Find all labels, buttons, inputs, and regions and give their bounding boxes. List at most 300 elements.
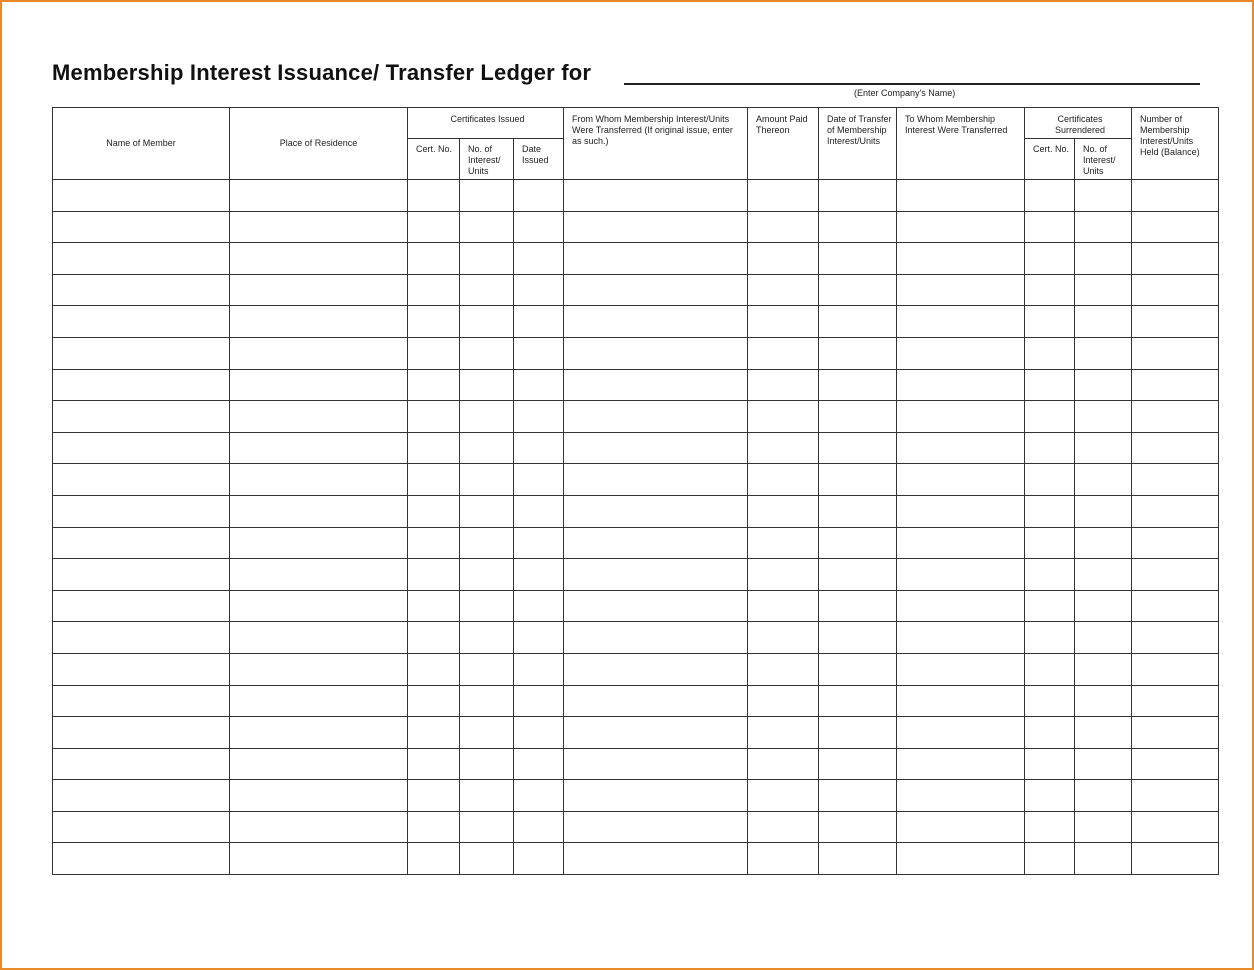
name-of-member-cell[interactable] [53,243,230,275]
balance-cell[interactable] [1132,527,1219,559]
name-of-member-cell[interactable] [53,717,230,749]
amount-paid-cell[interactable] [748,274,819,306]
name-of-member-cell[interactable] [53,559,230,591]
issued-no-of-interest-cell[interactable] [460,369,514,401]
issued-date-cell[interactable] [514,717,564,749]
amount-paid-cell[interactable] [748,717,819,749]
place-of-residence-cell[interactable] [230,590,408,622]
issued-cert-no-cell[interactable] [408,748,460,780]
balance-cell[interactable] [1132,243,1219,275]
issued-date-cell[interactable] [514,432,564,464]
amount-paid-cell[interactable] [748,495,819,527]
table-row [53,495,1219,527]
issued-no-of-interest-cell[interactable] [460,180,514,212]
issued-cert-no-cell[interactable] [408,243,460,275]
from-whom-cell[interactable] [564,306,748,338]
to-whom-cell[interactable] [897,622,1025,654]
balance-cell[interactable] [1132,180,1219,212]
balance-cell[interactable] [1132,274,1219,306]
place-of-residence-cell[interactable] [230,401,408,433]
surrendered-no-of-interest-cell[interactable] [1075,748,1132,780]
issued-cert-no-cell[interactable] [408,464,460,496]
surrendered-no-of-interest-cell[interactable] [1075,653,1132,685]
balance-cell[interactable] [1132,685,1219,717]
amount-paid-cell[interactable] [748,369,819,401]
balance-cell[interactable] [1132,622,1219,654]
from-whom-cell[interactable] [564,211,748,243]
balance-cell[interactable] [1132,780,1219,812]
date-of-transfer-cell[interactable] [819,369,897,401]
name-of-member-cell[interactable] [53,780,230,812]
table-row [53,337,1219,369]
amount-paid-cell[interactable] [748,843,819,875]
amount-paid-cell[interactable] [748,590,819,622]
from-whom-cell[interactable] [564,590,748,622]
to-whom-cell[interactable] [897,843,1025,875]
issued-no-of-interest-cell[interactable] [460,653,514,685]
to-whom-cell[interactable] [897,748,1025,780]
surrendered-cert-no-cell[interactable] [1025,211,1075,243]
date-of-transfer-cell[interactable] [819,622,897,654]
issued-no-of-interest-cell[interactable] [460,748,514,780]
place-of-residence-cell[interactable] [230,180,408,212]
from-whom-cell[interactable] [564,653,748,685]
surrendered-cert-no-cell[interactable] [1025,780,1075,812]
balance-cell[interactable] [1132,811,1219,843]
date-of-transfer-cell[interactable] [819,306,897,338]
date-of-transfer-cell[interactable] [819,401,897,433]
surrendered-cert-no-cell[interactable] [1025,274,1075,306]
place-of-residence-cell[interactable] [230,653,408,685]
date-of-transfer-cell[interactable] [819,780,897,812]
issued-no-of-interest-cell[interactable] [460,780,514,812]
surrendered-cert-no-cell[interactable] [1025,559,1075,591]
place-of-residence-cell[interactable] [230,369,408,401]
name-of-member-cell[interactable] [53,211,230,243]
from-whom-cell[interactable] [564,811,748,843]
date-of-transfer-cell[interactable] [819,843,897,875]
place-of-residence-cell[interactable] [230,495,408,527]
date-of-transfer-cell[interactable] [819,748,897,780]
surrendered-cert-no-cell[interactable] [1025,464,1075,496]
balance-cell[interactable] [1132,464,1219,496]
surrendered-cert-no-cell[interactable] [1025,685,1075,717]
place-of-residence-cell[interactable] [230,243,408,275]
issued-cert-no-cell[interactable] [408,211,460,243]
balance-cell[interactable] [1132,369,1219,401]
balance-cell[interactable] [1132,432,1219,464]
to-whom-cell[interactable] [897,495,1025,527]
to-whom-cell[interactable] [897,369,1025,401]
balance-cell[interactable] [1132,653,1219,685]
date-of-transfer-cell[interactable] [819,180,897,212]
surrendered-no-of-interest-cell[interactable] [1075,590,1132,622]
from-whom-cell[interactable] [564,274,748,306]
date-of-transfer-cell[interactable] [819,559,897,591]
place-of-residence-cell[interactable] [230,685,408,717]
issued-date-cell[interactable] [514,622,564,654]
to-whom-cell[interactable] [897,811,1025,843]
table-row [53,811,1219,843]
table-row [53,748,1219,780]
place-of-residence-cell[interactable] [230,843,408,875]
table-row [53,306,1219,338]
amount-paid-cell[interactable] [748,243,819,275]
date-of-transfer-cell[interactable] [819,527,897,559]
amount-paid-cell[interactable] [748,622,819,654]
name-of-member-cell[interactable] [53,432,230,464]
surrendered-no-of-interest-cell[interactable] [1075,180,1132,212]
table-row [53,590,1219,622]
issued-no-of-interest-cell[interactable] [460,211,514,243]
balance-cell[interactable] [1132,337,1219,369]
date-of-transfer-cell[interactable] [819,211,897,243]
to-whom-cell[interactable] [897,401,1025,433]
table-row [53,432,1219,464]
issued-date-cell[interactable] [514,843,564,875]
table-row [53,717,1219,749]
amount-paid-cell[interactable] [748,337,819,369]
issued-date-cell[interactable] [514,211,564,243]
surrendered-no-of-interest-cell[interactable] [1075,685,1132,717]
issued-date-cell[interactable] [514,464,564,496]
name-of-member-cell[interactable] [53,527,230,559]
from-whom-cell[interactable] [564,432,748,464]
amount-paid-cell[interactable] [748,685,819,717]
to-whom-cell[interactable] [897,780,1025,812]
balance-cell[interactable] [1132,495,1219,527]
col-issued-date: Date Issued [514,139,564,180]
from-whom-cell[interactable] [564,622,748,654]
surrendered-no-of-interest-cell[interactable] [1075,464,1132,496]
issued-date-cell[interactable] [514,401,564,433]
to-whom-cell[interactable] [897,432,1025,464]
issued-no-of-interest-cell[interactable] [460,337,514,369]
from-whom-cell[interactable] [564,780,748,812]
balance-cell[interactable] [1132,559,1219,591]
issued-date-cell[interactable] [514,243,564,275]
name-of-member-cell[interactable] [53,180,230,212]
surrendered-cert-no-cell[interactable] [1025,495,1075,527]
name-of-member-cell[interactable] [53,685,230,717]
surrendered-cert-no-cell[interactable] [1025,748,1075,780]
from-whom-cell[interactable] [564,748,748,780]
issued-date-cell[interactable] [514,748,564,780]
name-of-member-cell[interactable] [53,590,230,622]
to-whom-cell[interactable] [897,306,1025,338]
to-whom-cell[interactable] [897,274,1025,306]
surrendered-cert-no-cell[interactable] [1025,622,1075,654]
date-of-transfer-cell[interactable] [819,243,897,275]
surrendered-cert-no-cell[interactable] [1025,243,1075,275]
issued-cert-no-cell[interactable] [408,622,460,654]
amount-paid-cell[interactable] [748,653,819,685]
to-whom-cell[interactable] [897,717,1025,749]
surrendered-cert-no-cell[interactable] [1025,527,1075,559]
ledger-header [53,108,1219,180]
issued-no-of-interest-cell[interactable] [460,495,514,527]
place-of-residence-cell[interactable] [230,274,408,306]
issued-cert-no-cell[interactable] [408,527,460,559]
name-of-member-cell[interactable] [53,274,230,306]
date-of-transfer-cell[interactable] [819,495,897,527]
issued-cert-no-cell[interactable] [408,685,460,717]
surrendered-cert-no-cell[interactable] [1025,401,1075,433]
issued-date-cell[interactable] [514,369,564,401]
name-of-member-cell[interactable] [53,748,230,780]
amount-paid-cell[interactable] [748,306,819,338]
col-to-whom: To Whom Membership Interest Were Transferred [897,108,1025,180]
surrendered-no-of-interest-cell[interactable] [1075,811,1132,843]
company-name-blank[interactable] [624,83,1200,85]
page-title: Membership Interest Issuance/ Transfer Ledger for [52,60,592,85]
surrendered-no-of-interest-cell[interactable] [1075,401,1132,433]
col-surrendered-cert-no: Cert. No. [1025,139,1075,180]
place-of-residence-cell[interactable] [230,622,408,654]
surrendered-no-of-interest-cell[interactable] [1075,337,1132,369]
surrendered-cert-no-cell[interactable] [1025,843,1075,875]
to-whom-cell[interactable] [897,180,1025,212]
table-row [53,653,1219,685]
amount-paid-cell[interactable] [748,748,819,780]
amount-paid-cell[interactable] [748,180,819,212]
place-of-residence-cell[interactable] [230,780,408,812]
date-of-transfer-cell[interactable] [819,685,897,717]
surrendered-cert-no-cell[interactable] [1025,653,1075,685]
issued-cert-no-cell[interactable] [408,432,460,464]
surrendered-no-of-interest-cell[interactable] [1075,306,1132,338]
from-whom-cell[interactable] [564,527,748,559]
amount-paid-cell[interactable] [748,559,819,591]
balance-cell[interactable] [1132,717,1219,749]
to-whom-cell[interactable] [897,653,1025,685]
issued-cert-no-cell[interactable] [408,717,460,749]
from-whom-cell[interactable] [564,337,748,369]
from-whom-cell[interactable] [564,717,748,749]
table-row [53,401,1219,433]
balance-cell[interactable] [1132,843,1219,875]
from-whom-cell[interactable] [564,685,748,717]
from-whom-cell[interactable] [564,401,748,433]
issued-no-of-interest-cell[interactable] [460,274,514,306]
to-whom-cell[interactable] [897,243,1025,275]
table-row [53,464,1219,496]
balance-cell[interactable] [1132,401,1219,433]
issued-no-of-interest-cell[interactable] [460,401,514,433]
balance-cell[interactable] [1132,748,1219,780]
table-row [53,243,1219,275]
surrendered-cert-no-cell[interactable] [1025,432,1075,464]
from-whom-cell[interactable] [564,369,748,401]
issued-cert-no-cell[interactable] [408,811,460,843]
surrendered-cert-no-cell[interactable] [1025,590,1075,622]
col-issued-cert-no: Cert. No. [408,139,460,180]
amount-paid-cell[interactable] [748,811,819,843]
place-of-residence-cell[interactable] [230,211,408,243]
issued-cert-no-cell[interactable] [408,306,460,338]
table-row [53,685,1219,717]
name-of-member-cell[interactable] [53,464,230,496]
issued-no-of-interest-cell[interactable] [460,843,514,875]
issued-date-cell[interactable] [514,337,564,369]
amount-paid-cell[interactable] [748,211,819,243]
name-of-member-cell[interactable] [53,811,230,843]
issued-no-of-interest-cell[interactable] [460,527,514,559]
issued-cert-no-cell[interactable] [408,495,460,527]
amount-paid-cell[interactable] [748,464,819,496]
place-of-residence-cell[interactable] [230,464,408,496]
issued-date-cell[interactable] [514,559,564,591]
amount-paid-cell[interactable] [748,432,819,464]
issued-no-of-interest-cell[interactable] [460,811,514,843]
surrendered-no-of-interest-cell[interactable] [1075,780,1132,812]
issued-cert-no-cell[interactable] [408,401,460,433]
issued-date-cell[interactable] [514,811,564,843]
surrendered-no-of-interest-cell[interactable] [1075,495,1132,527]
issued-date-cell[interactable] [514,527,564,559]
ledger-body [53,180,1219,875]
issued-no-of-interest-cell[interactable] [460,590,514,622]
issued-date-cell[interactable] [514,653,564,685]
issued-date-cell[interactable] [514,780,564,812]
issued-cert-no-cell[interactable] [408,337,460,369]
issued-cert-no-cell[interactable] [408,369,460,401]
to-whom-cell[interactable] [897,590,1025,622]
to-whom-cell[interactable] [897,464,1025,496]
surrendered-no-of-interest-cell[interactable] [1075,274,1132,306]
place-of-residence-cell[interactable] [230,527,408,559]
from-whom-cell[interactable] [564,559,748,591]
date-of-transfer-cell[interactable] [819,274,897,306]
balance-cell[interactable] [1132,306,1219,338]
to-whom-cell[interactable] [897,211,1025,243]
col-place-of-residence: Place of Residence [230,108,408,180]
table-row [53,180,1219,212]
place-of-residence-cell[interactable] [230,811,408,843]
col-date-of-transfer: Date of Transfer of Membership Interest/Units [819,108,897,180]
name-of-member-cell[interactable] [53,337,230,369]
issued-date-cell[interactable] [514,274,564,306]
name-of-member-cell[interactable] [53,306,230,338]
place-of-residence-cell[interactable] [230,717,408,749]
name-of-member-cell[interactable] [53,843,230,875]
issued-no-of-interest-cell[interactable] [460,243,514,275]
issued-no-of-interest-cell[interactable] [460,717,514,749]
date-of-transfer-cell[interactable] [819,717,897,749]
to-whom-cell[interactable] [897,559,1025,591]
issued-cert-no-cell[interactable] [408,843,460,875]
issued-date-cell[interactable] [514,590,564,622]
surrendered-no-of-interest-cell[interactable] [1075,243,1132,275]
amount-paid-cell[interactable] [748,527,819,559]
balance-cell[interactable] [1132,211,1219,243]
from-whom-cell[interactable] [564,495,748,527]
surrendered-no-of-interest-cell[interactable] [1075,559,1132,591]
date-of-transfer-cell[interactable] [819,653,897,685]
balance-cell[interactable] [1132,590,1219,622]
issued-no-of-interest-cell[interactable] [460,432,514,464]
date-of-transfer-cell[interactable] [819,811,897,843]
surrendered-no-of-interest-cell[interactable] [1075,369,1132,401]
surrendered-cert-no-cell[interactable] [1025,180,1075,212]
surrendered-no-of-interest-cell[interactable] [1075,432,1132,464]
table-row [53,559,1219,591]
surrendered-no-of-interest-cell[interactable] [1075,843,1132,875]
name-of-member-cell[interactable] [53,622,230,654]
date-of-transfer-cell[interactable] [819,337,897,369]
place-of-residence-cell[interactable] [230,559,408,591]
surrendered-cert-no-cell[interactable] [1025,369,1075,401]
issued-cert-no-cell[interactable] [408,274,460,306]
col-surrendered-no-of-interest: No. of Interest/ Units [1075,139,1132,180]
to-whom-cell[interactable] [897,685,1025,717]
issued-cert-no-cell[interactable] [408,559,460,591]
issued-date-cell[interactable] [514,306,564,338]
to-whom-cell[interactable] [897,337,1025,369]
from-whom-cell[interactable] [564,843,748,875]
amount-paid-cell[interactable] [748,401,819,433]
issued-date-cell[interactable] [514,685,564,717]
date-of-transfer-cell[interactable] [819,464,897,496]
table-row [53,843,1219,875]
table-row [53,780,1219,812]
place-of-residence-cell[interactable] [230,432,408,464]
name-of-member-cell[interactable] [53,369,230,401]
issued-cert-no-cell[interactable] [408,780,460,812]
surrendered-no-of-interest-cell[interactable] [1075,527,1132,559]
from-whom-cell[interactable] [564,243,748,275]
col-group-certificates-issued: Certificates Issued [408,108,564,139]
place-of-residence-cell[interactable] [230,337,408,369]
issued-cert-no-cell[interactable] [408,180,460,212]
name-of-member-cell[interactable] [53,653,230,685]
to-whom-cell[interactable] [897,527,1025,559]
issued-no-of-interest-cell[interactable] [460,464,514,496]
amount-paid-cell[interactable] [748,780,819,812]
issued-cert-no-cell[interactable] [408,653,460,685]
surrendered-no-of-interest-cell[interactable] [1075,211,1132,243]
col-name-of-member: Name of Member [53,108,230,180]
name-of-member-cell[interactable] [53,495,230,527]
issued-no-of-interest-cell[interactable] [460,685,514,717]
issued-date-cell[interactable] [514,495,564,527]
title-line [52,60,1212,90]
from-whom-cell[interactable] [564,464,748,496]
surrendered-cert-no-cell[interactable] [1025,811,1075,843]
from-whom-cell[interactable] [564,180,748,212]
col-amount-paid: Amount Paid Thereon [748,108,819,180]
company-name-hint: (Enter Company's Name) [854,88,956,98]
surrendered-cert-no-cell[interactable] [1025,306,1075,338]
issued-cert-no-cell[interactable] [408,590,460,622]
place-of-residence-cell[interactable] [230,748,408,780]
table-row [53,622,1219,654]
surrendered-no-of-interest-cell[interactable] [1075,717,1132,749]
col-from-whom: From Whom Membership Interest/Units Were Transferred (If original issue, enter as such.) [564,108,748,180]
issued-no-of-interest-cell[interactable] [460,306,514,338]
issued-no-of-interest-cell[interactable] [460,622,514,654]
issued-date-cell[interactable] [514,180,564,212]
date-of-transfer-cell[interactable] [819,590,897,622]
surrendered-cert-no-cell[interactable] [1025,337,1075,369]
surrendered-cert-no-cell[interactable] [1025,717,1075,749]
date-of-transfer-cell[interactable] [819,432,897,464]
table-row [53,527,1219,559]
surrendered-no-of-interest-cell[interactable] [1075,622,1132,654]
name-of-member-cell[interactable] [53,401,230,433]
issued-no-of-interest-cell[interactable] [460,559,514,591]
place-of-residence-cell[interactable] [230,306,408,338]
